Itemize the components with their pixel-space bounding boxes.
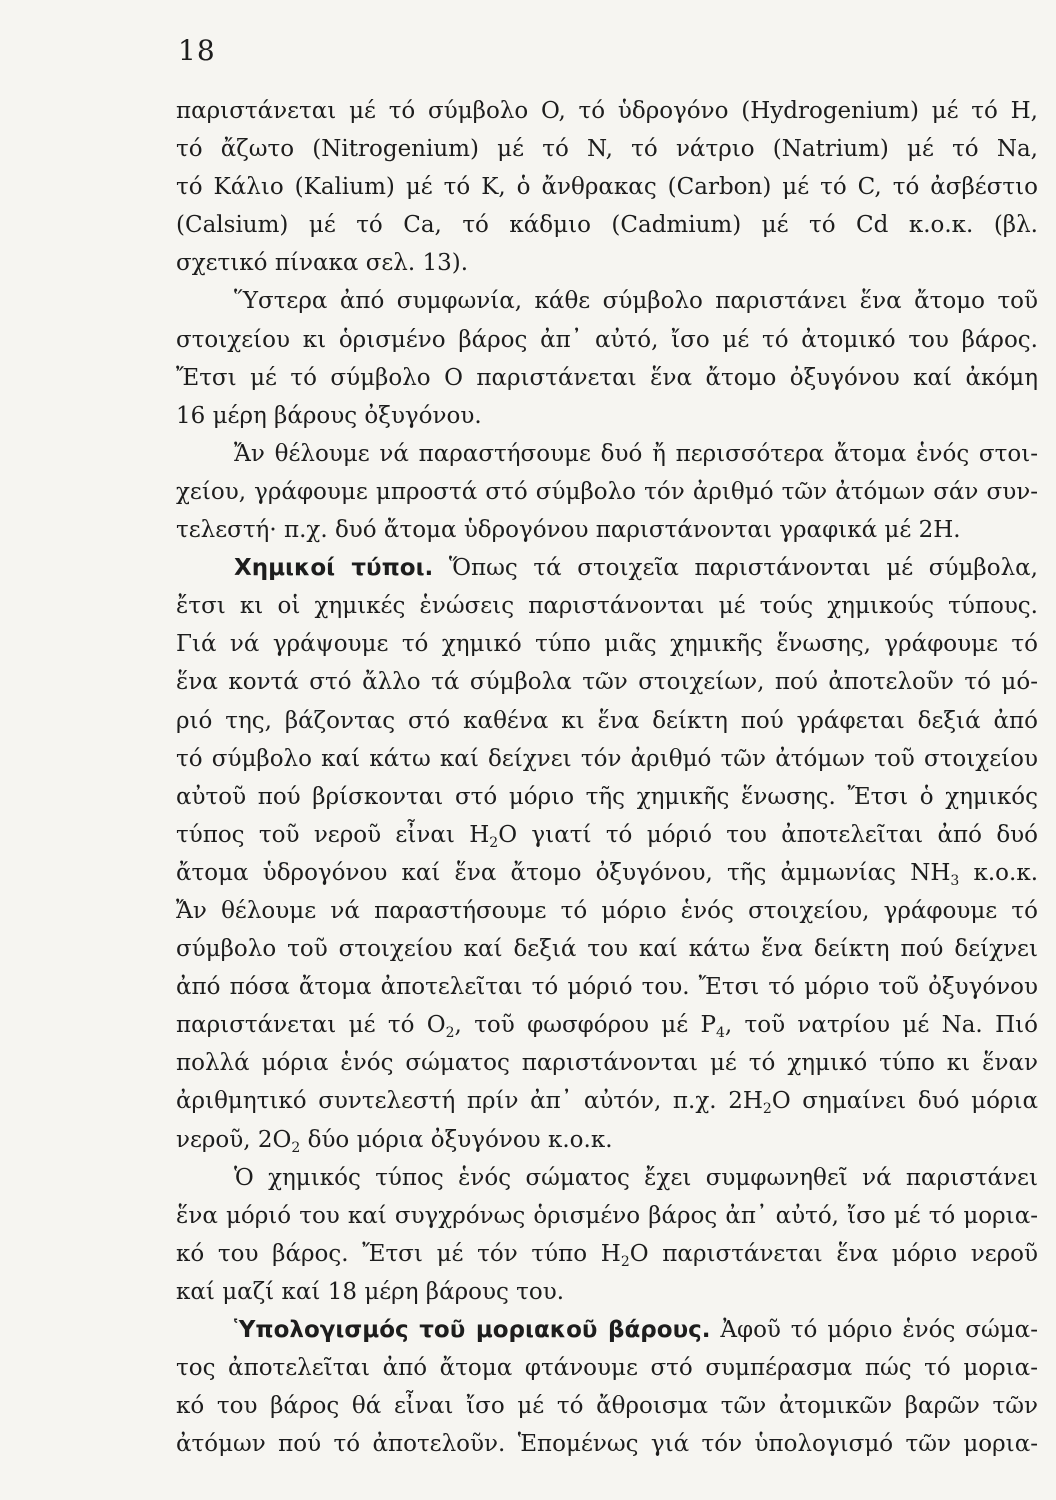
text-run: παριστάνεται μέ τό O (176, 1012, 446, 1039)
text-run: νεροῦ, 2O (176, 1126, 292, 1153)
text-line: τό σύμβολο καί κάτω καί δείχνει τόν ἀριθμό τῶν ἀτόμων τοῦ στοιχείου (176, 745, 1038, 772)
text-run: κό του βάρος. Ἔτσι μέ τόν τύπο H (176, 1240, 621, 1267)
section-heading-chemical-formulas: Χημικοί τύποι. (234, 555, 434, 582)
text-line: τό ἄζωτο (Nitrogenium) μέ τό N, τό νάτριο (Natrium) μέ τό Na, (176, 136, 1038, 163)
text-run: O σημαίνει δυό μόρια (771, 1088, 1038, 1115)
text-line: πολλά μόρια ἑνός σώματος παριστάνονται μέ τό χημικό τύπο κι ἕναν (176, 1050, 1038, 1077)
text-line: Ἄν θέλουμε νά παραστήσουμε δυό ἤ περισσότερα ἄτομα ἑνός στοι- (234, 440, 1038, 467)
text-line: τος ἀποτελεῖται ἀπό ἄτομα φτάνουμε στό συμπέρασμα πώς τό μορια- (176, 1355, 1038, 1382)
text-line (176, 1006, 1038, 1044)
text-line (176, 1121, 1038, 1159)
text-run: , τοῦ νατρίου μέ Na. Πιό (724, 1012, 1038, 1039)
text-line: αὐτοῦ πού βρίσκονται στό μόριο τῆς χημικῆς ἕνωσης. Ἔτσι ὁ χημικός (176, 783, 1038, 810)
subscript: 4 (715, 1025, 725, 1042)
text-run: ἀριθμητικό συντελεστή πρίν ἀπ᾽ αὐτόν, π.χ. 2H (176, 1088, 763, 1115)
subscript: 2 (445, 1025, 455, 1042)
text-line: ἀτόμων πού τό ἀποτελοῦν. Ἑπομένως γιά τόν ὑπολογισμό τῶν μορια- (176, 1431, 1038, 1458)
text-line: σύμβολο τοῦ στοιχείου καί δεξιά του καί κάτω ἕνα δείκτη πού δείχνει (176, 936, 1038, 963)
text-line (176, 816, 1038, 854)
body-text (176, 92, 1038, 1463)
subscript: 2 (762, 1101, 772, 1118)
text-line: 16 μέρη βάρους ὀξυγόνου. (176, 402, 482, 429)
text-run: κ.ο.κ. (959, 859, 1038, 886)
text-line (176, 854, 1038, 892)
text-line: ριό της, βάζοντας στό καθένα κι ἕνα δείκτη πού γράφεται δεξιά ἀπό (176, 707, 1038, 734)
text-line: Γιά νά γράψουμε τό χημικό τύπο μιᾶς χημικῆς ἕνωσης, γράφουμε τό (176, 631, 1038, 658)
text-line: Ἔτσι μέ τό σύμβολο O παριστάνεται ἕνα ἄτομο ὀξυγόνου καί ἀκόμη (176, 364, 1038, 391)
text-line: Ἄν θέλουμε νά παραστήσουμε τό μόριο ἑνός στοιχείου, γράφουμε τό (176, 897, 1038, 924)
subscript: 2 (291, 1139, 301, 1156)
text-run: ἄτομα ὑδρογόνου καί ἕνα ἄτομο ὀξυγόνου, τῆς ἀμμωνίας NH (176, 859, 951, 886)
text-run: , τοῦ φωσφόρου μέ P (454, 1012, 716, 1039)
text-line: ἕνα κοντά στό ἄλλο τά σύμβολα τῶν στοιχείων, πού ἀποτελοῦν τό μό- (176, 669, 1038, 696)
text-line: στοιχείου κι ὁρισμένο βάρος ἀπ᾽ αὐτό, ἴσο μέ τό ἀτομικό του βάρος. (176, 326, 1038, 353)
text-line: ἔτσι κι οἱ χημικές ἑνώσεις παριστάνονται μέ τούς χημικούς τύπους. (176, 593, 1038, 620)
text-line (176, 1235, 1038, 1273)
text-line: καί μαζί καί 18 μέρη βάρους του. (176, 1278, 565, 1305)
subscript: 3 (950, 872, 960, 889)
text-line (176, 1311, 1038, 1349)
text-line: σχετικό πίνακα σελ. 13). (176, 250, 469, 277)
text-line: τό Κάλιο (Kalium) μέ τό K, ὁ ἄνθρακας (Carbon) μέ τό C, τό ἀσβέστιο (176, 174, 1038, 201)
text-line: παριστάνεται μέ τό σύμβολο O, τό ὑδρογόνο (Hydrogenium) μέ τό H, (176, 98, 1038, 124)
text-line (176, 549, 1038, 587)
text-line: ἀπό πόσα ἄτομα ἀποτελεῖται τό μόριό του. Ἔτσι τό μόριο τοῦ ὀξυγόνου (176, 974, 1038, 1001)
text-line: Ὕστερα ἀπό συμφωνία, κάθε σύμβολο παριστάνει ἕνα ἄτομο τοῦ (234, 288, 1038, 315)
subscript: 2 (620, 1253, 630, 1270)
text-line: Ὁ χημικός τύπος ἑνός σώματος ἔχει συμφωνηθεῖ νά παριστάνει (234, 1164, 1038, 1191)
text-run: δύο μόρια ὀξυγόνου κ.ο.κ. (300, 1126, 613, 1153)
section-heading-molecular-weight: Ὑπολογισμός τοῦ μοριακοῦ βάρους. (234, 1317, 711, 1343)
text-run: Ὅπως τά στοιχεῖα παριστάνονται μέ σύμβολα, (433, 555, 1038, 582)
text-line: τελεστή· π.χ. δυό ἄτομα ὑδρογόνου παριστάνονται γραφικά μέ 2H. (176, 517, 961, 544)
text-run: Ἀφοῦ τό μόριο ἑνός σώμα- (710, 1317, 1038, 1343)
text-run: O παριστάνεται ἕνα μόριο νεροῦ (629, 1240, 1038, 1267)
subscript: 2 (489, 834, 499, 851)
page-number: 18 (178, 34, 216, 67)
text-line: χείου, γράφουμε μπροστά στό σύμβολο τόν ἀριθμό τῶν ἀτόμων σάν συν- (176, 478, 1038, 505)
text-line: (Calsium) μέ τό Ca, τό κάδμιο (Cadmium) μέ τό Cd κ.ο.κ. (βλ. (176, 212, 1038, 239)
text-run: τύπος τοῦ νεροῦ εἶναι H (176, 821, 490, 848)
text-line: κό του βάρος θά εἶναι ἴσο μέ τό ἄθροισμα τῶν ἀτομικῶν βαρῶν τῶν (176, 1393, 1038, 1420)
text-line (176, 1082, 1038, 1120)
text-run: O γιατί τό μόριό του ἀποτελεῖται ἀπό δυό (498, 821, 1038, 848)
text-line: ἕνα μόριό του καί συγχρόνως ὁρισμένο βάρος ἀπ᾽ αὐτό, ἴσο μέ τό μορια- (176, 1202, 1038, 1229)
